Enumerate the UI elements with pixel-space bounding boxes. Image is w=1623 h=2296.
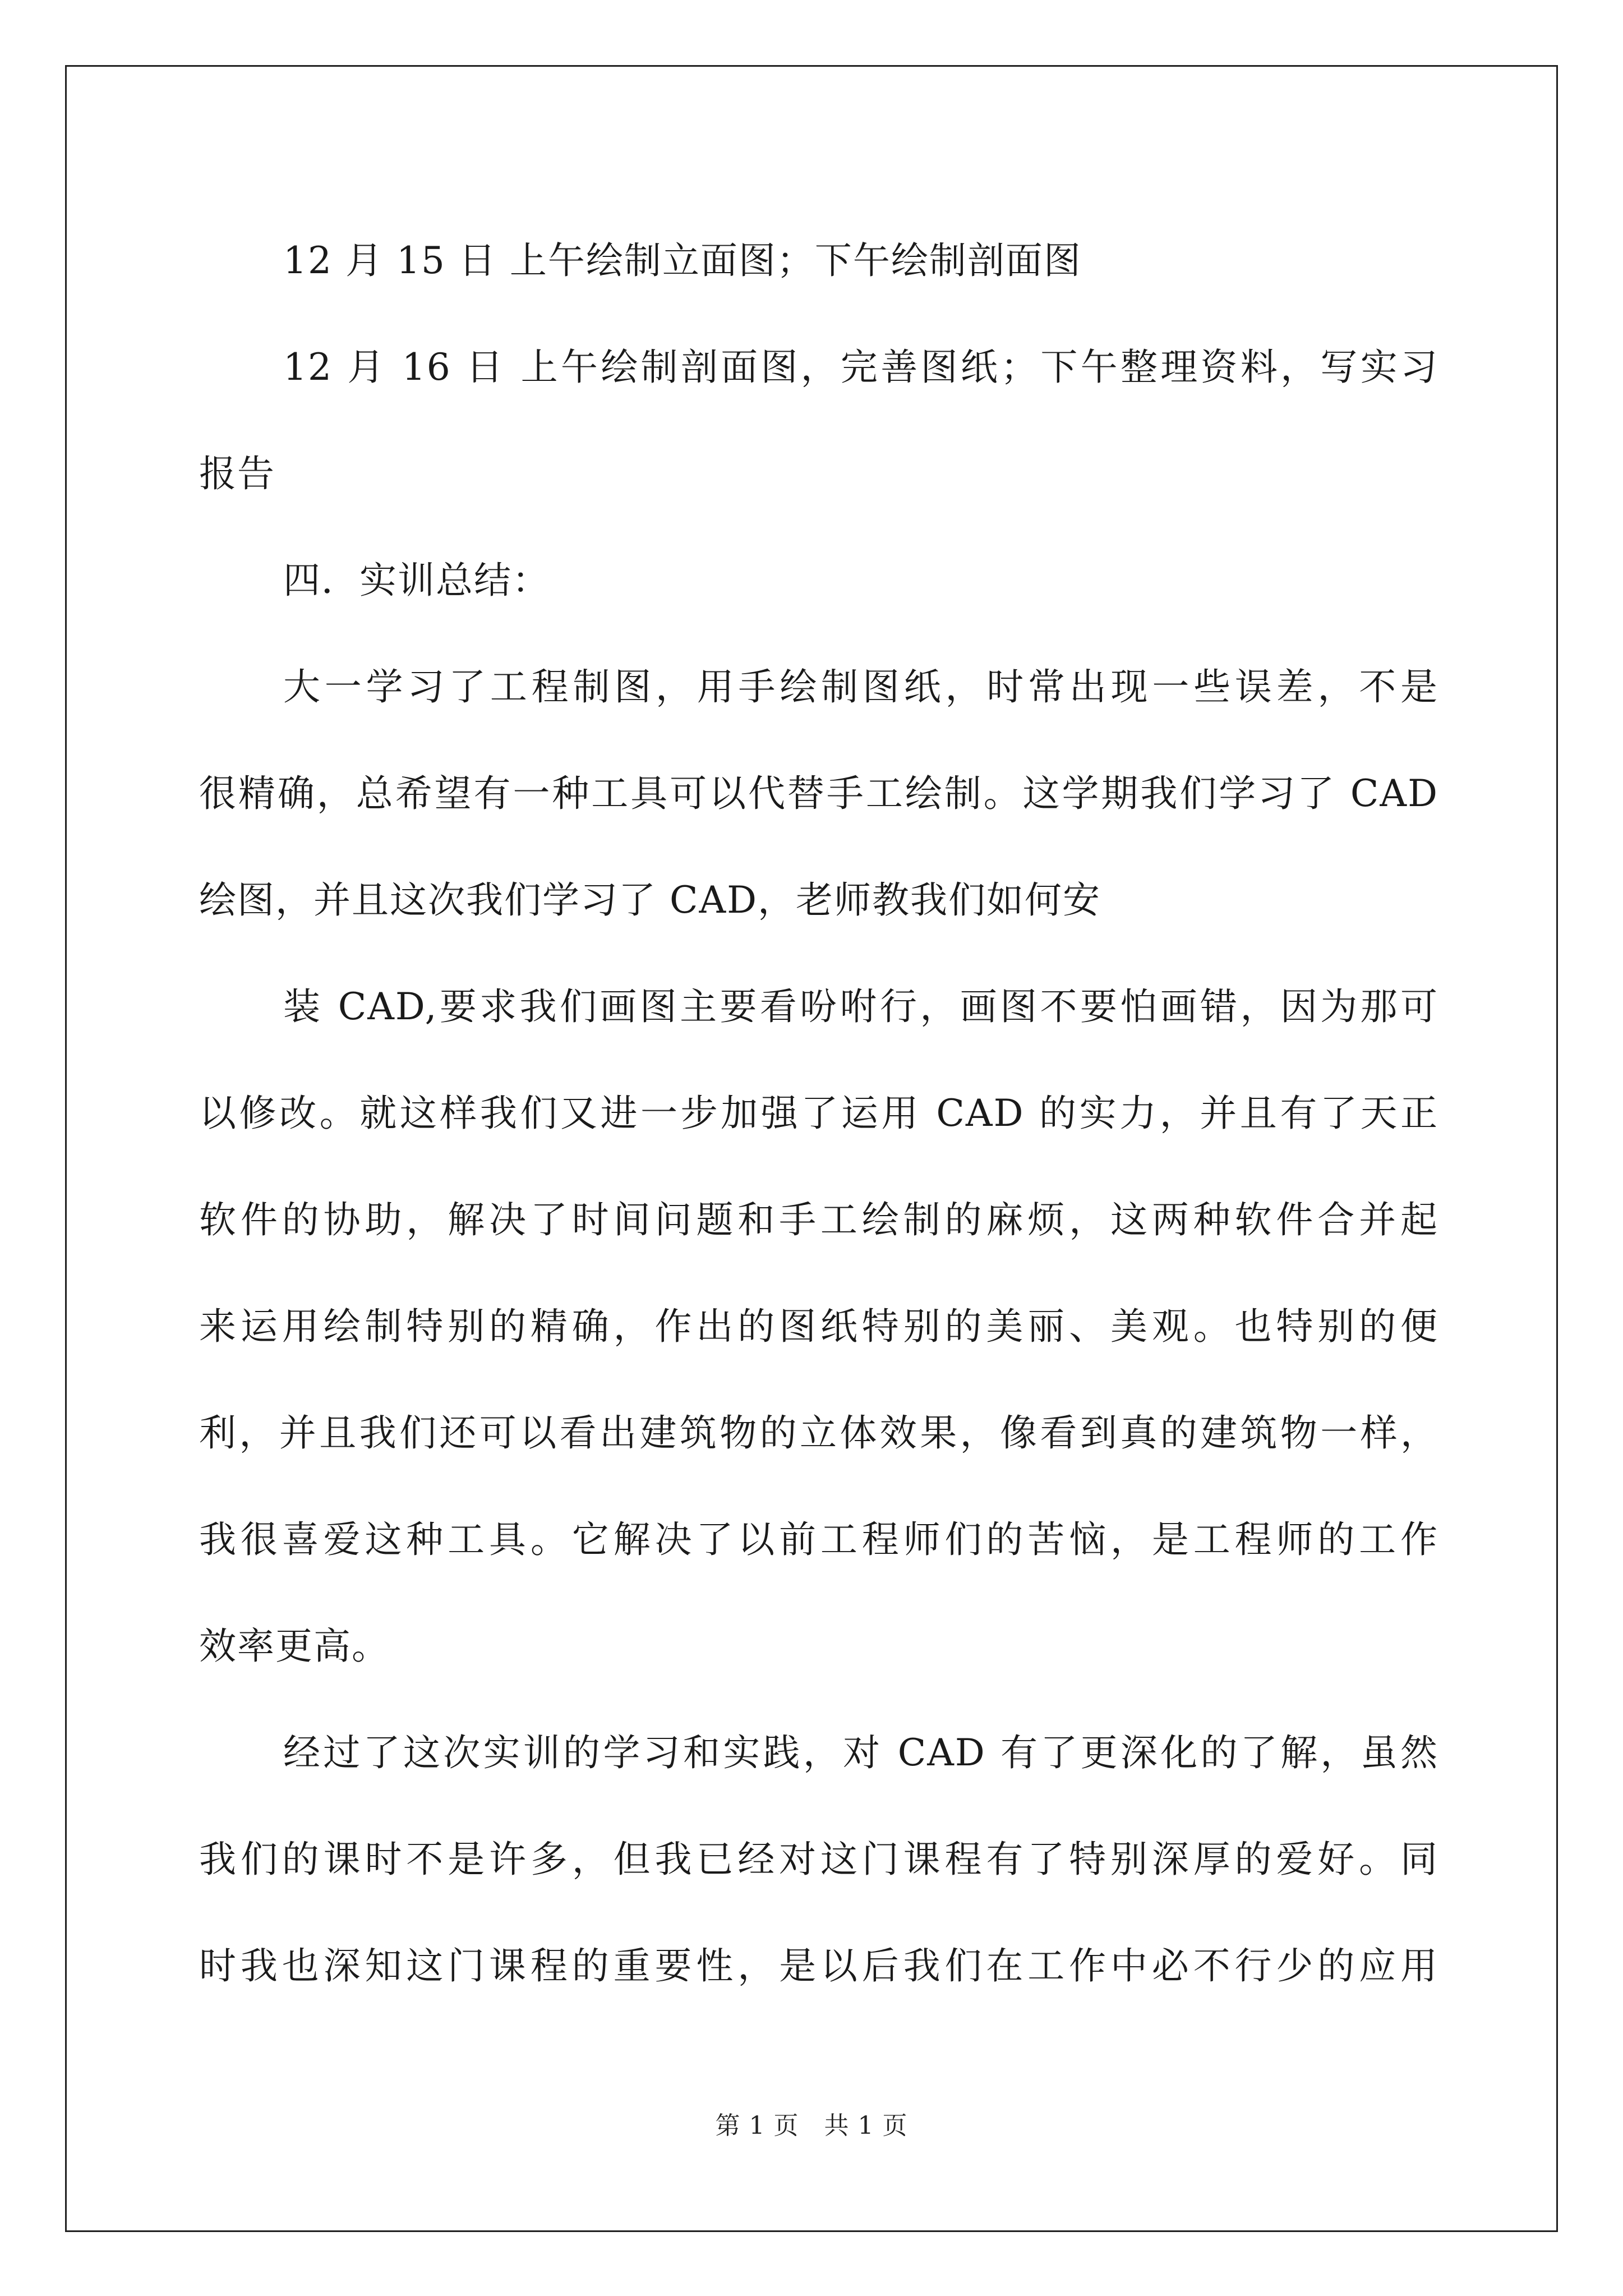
page-number-footer: 第 1 页 共 1 页 (715, 2111, 908, 2140)
text-line: 装 CAD,要求我们画图主要看吩咐行，画图不要怕画错，因为那可 (283, 985, 1438, 1028)
text-line: 报告 (199, 452, 275, 495)
text-line: 大一学习了工程制图，用手绘制图纸，时常出现一些误差，不是 (283, 665, 1438, 708)
text-line: 利，并且我们还可以看出建筑物的立体效果，像看到真的建筑物一样， (199, 1411, 1438, 1455)
text-line: 软件的协助，解决了时间问题和手工绘制的麻烦，这两种软件合并起 (199, 1198, 1438, 1241)
text-line: 很精确，总希望有一种工具可以代替手工绘制。这学期我们学习了 CAD (199, 772, 1438, 815)
text-line: 效率更高。 (199, 1625, 390, 1668)
text-line: 我们的课时不是许多，但我已经对这门课程有了特别深厚的爱好。同 (199, 1838, 1438, 1881)
text-line: 以修改。就这样我们又进一步加强了运用 CAD 的实力，并且有了天正 (199, 1092, 1438, 1135)
document-body (199, 208, 1438, 2019)
text-line: 我很喜爱这种工具。它解决了以前工程师们的苦恼，是工程师的工作 (199, 1518, 1438, 1561)
text-line: 来运用绘制特别的精确，作出的图纸特别的美丽、美观。也特别的便 (199, 1305, 1438, 1348)
text-line: 12 月 16 日 上午绘制剖面图，完善图纸；下午整理资料，写实习 (283, 346, 1438, 389)
text-line: 12 月 15 日 上午绘制立面图；下午绘制剖面图 (283, 239, 1082, 282)
section-heading: 四．实训总结： (283, 559, 550, 602)
text-line: 经过了这次实训的学习和实践，对 CAD 有了更深化的了解，虽然 (283, 1731, 1438, 1774)
text-line: 绘图，并且这次我们学习了 CAD，老师教我们如何安 (199, 878, 1101, 922)
text-line: 时我也深知这门课程的重要性，是以后我们在工作中必不行少的应用 (199, 1944, 1438, 1987)
